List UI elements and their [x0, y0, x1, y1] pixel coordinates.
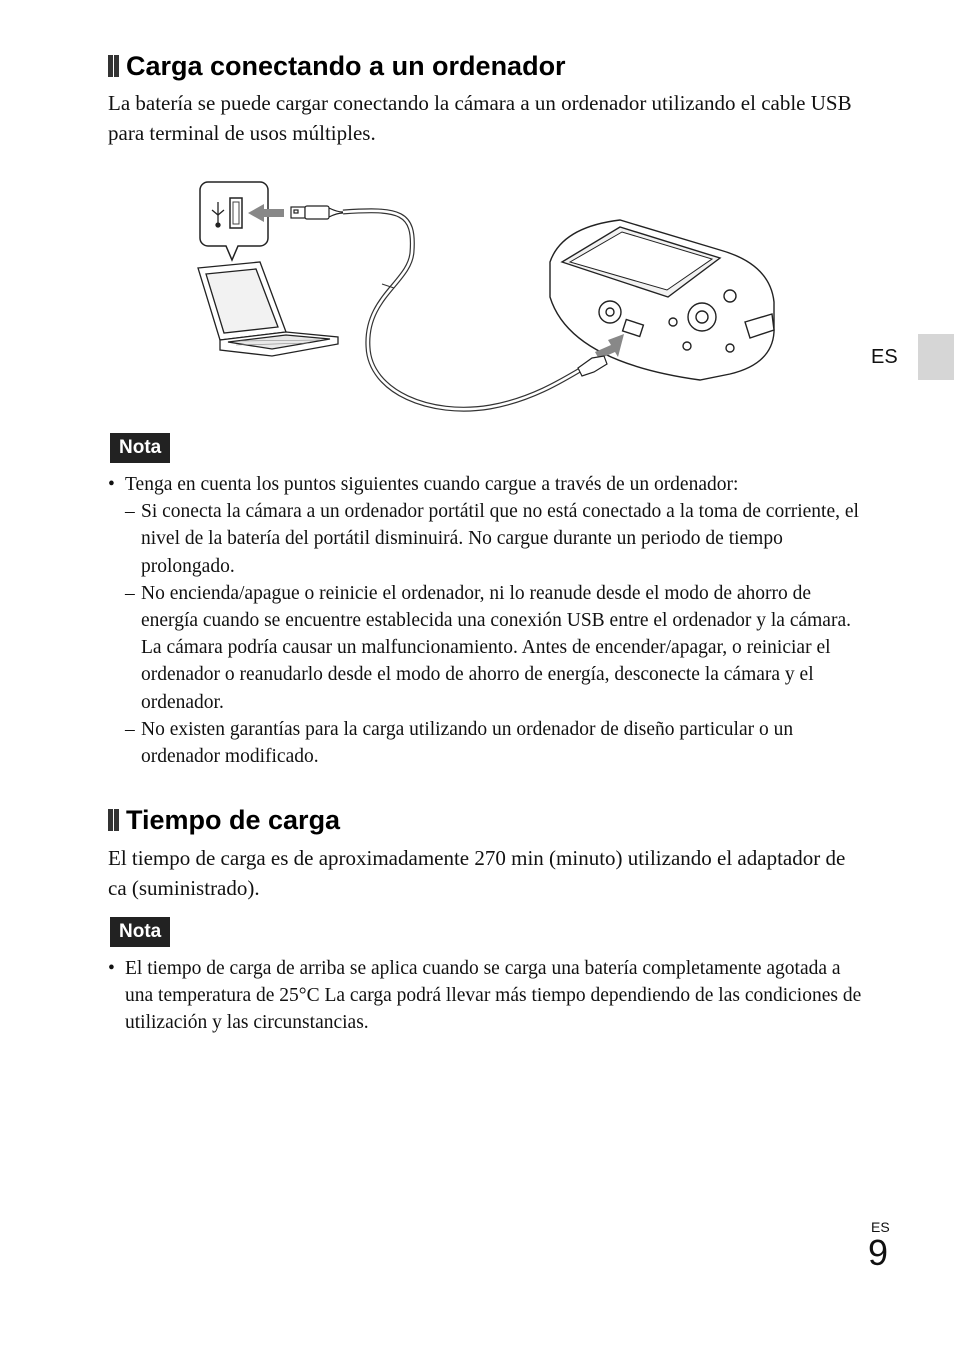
page-number: 9 [868, 1232, 889, 1273]
note-subitem: – No existen garantías para la carga utilizando un ordenador de diseño particular o un ordenador modificado. [108, 716, 868, 770]
usb-port-callout [200, 182, 268, 260]
camera-illustration [550, 220, 774, 380]
heading-marker-icon [108, 55, 119, 77]
usb-charging-illustration [190, 172, 790, 422]
note-bullet: • Tenga en cuenta los puntos siguientes cuando cargue a través de un ordenador: [108, 471, 868, 498]
note-label: Nota [110, 917, 170, 947]
section-body: La batería se puede cargar conectando la cámara a un ordenador utilizando el cable USB para terminal de usos múltiples. [108, 91, 852, 145]
usb-plug [291, 206, 343, 219]
side-tab-marker [918, 334, 954, 380]
note-list [108, 955, 868, 1037]
section-body: El tiempo de carga es de aproximadamente 270 min (minuto) utilizando el adaptador de ca (suministrado). [108, 846, 846, 900]
note-subitem: – Si conecta la cámara a un ordenador portátil que no está conectado a la toma de corriente, el nivel de la batería del portátil disminuirá. No cargue durante un periodo de tiempo prolongado. [108, 498, 868, 580]
side-language-label: ES [871, 346, 898, 368]
section-heading-charging-computer [108, 50, 566, 82]
section-heading-charging-time [108, 804, 340, 836]
note-bullet: • El tiempo de carga de arriba se aplica cuando se carga una batería completamente agotada a una temperatura de 25°C La carga podrá llevar más tiempo dependiendo de las condiciones de utilización y las circunstancias. [108, 955, 868, 1037]
note-subitem: – No encienda/apague o reinicie el ordenador, ni lo reanude desde el modo de ahorro de energía cuando se encuentre establecida una conexión USB entre el ordenador y la cámara. La cámara podría causar un malfuncionamiento. Antes de encender/apagar, o reiniciar el ordenador o reanudarlo desde el modo de ahorro de energía, desconecte la cámara y el ordenador. [108, 580, 868, 716]
section-title: Carga conectando a un ordenador [126, 51, 566, 81]
laptop-illustration [198, 262, 338, 356]
micro-usb-plug [578, 356, 607, 376]
section-title: Tiempo de carga [126, 805, 341, 835]
note-list [108, 471, 868, 770]
note-label: Nota [110, 433, 170, 463]
heading-marker-icon [108, 809, 119, 831]
footer-language: ES [871, 1219, 890, 1235]
